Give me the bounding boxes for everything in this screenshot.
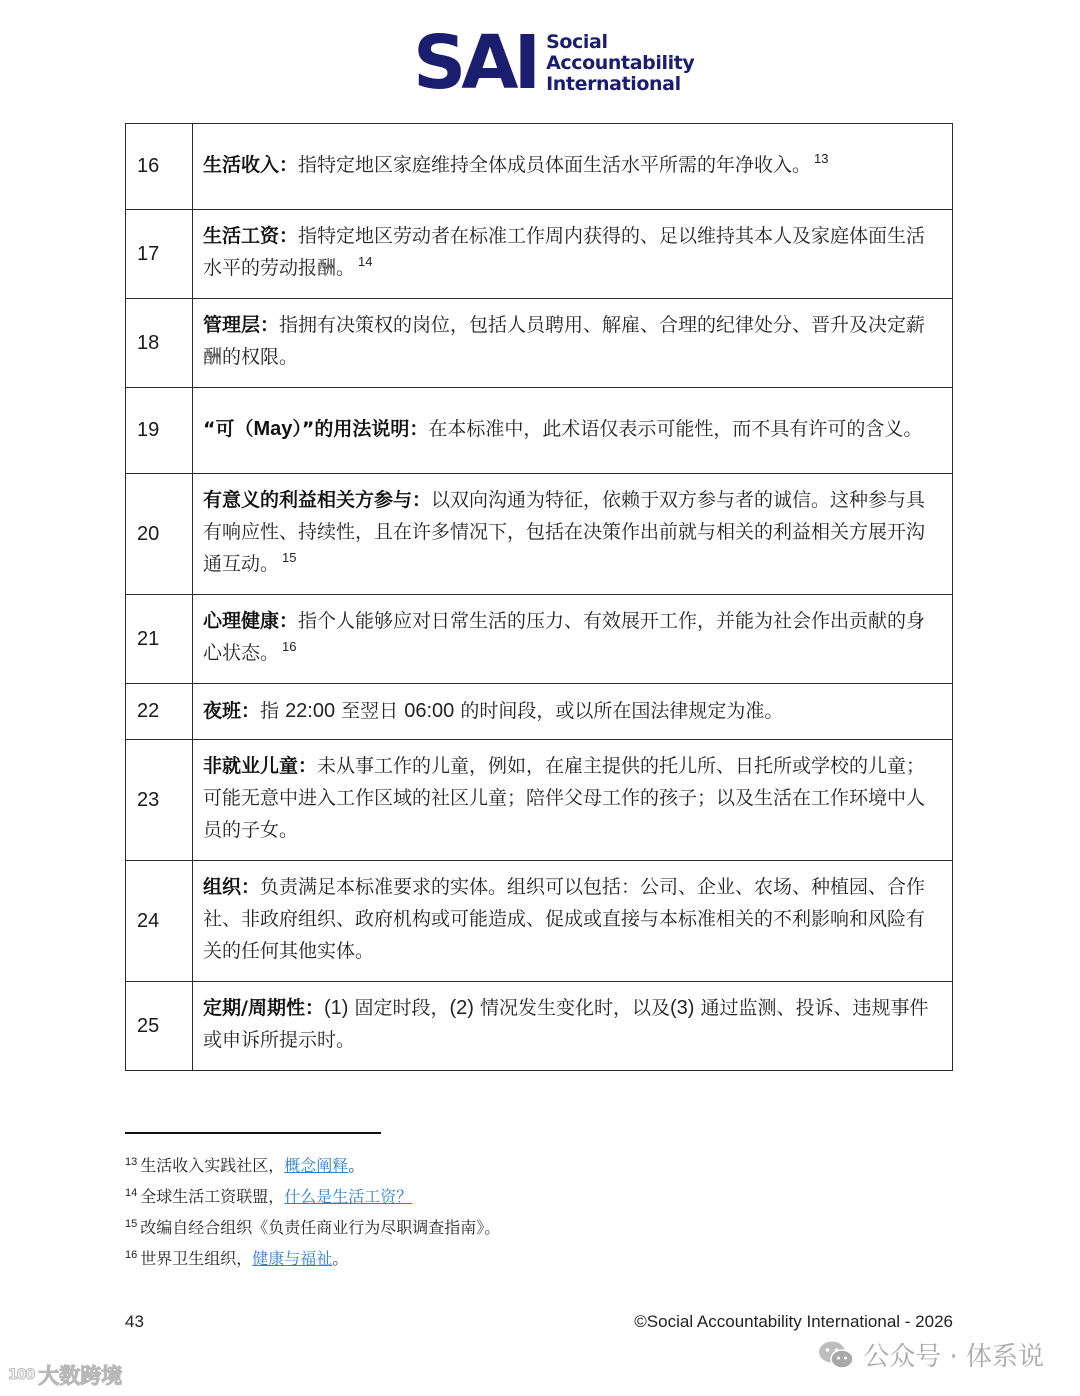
footnote-link[interactable]: 概念阐释 [284, 1156, 349, 1175]
copyright-notice: ©Social Accountability International - 2026 [634, 1312, 953, 1331]
definition-row [126, 740, 953, 861]
term-part-latin: May [253, 417, 293, 440]
definition-row [126, 861, 953, 982]
definition-cell [193, 388, 953, 474]
footnote [125, 1212, 500, 1243]
definition-row [126, 388, 953, 474]
watermark-badge: 100 [8, 1367, 35, 1383]
definition-text: 的时间段，或以所在国法律规定为准。 [454, 699, 784, 722]
logo-line-2: Accountability [546, 51, 695, 74]
period-index: (2) [449, 997, 474, 1019]
row-number: 16 [126, 124, 193, 210]
definition-text: 指拥有决策权的岗位，包括人员聘用、解雇、合理的纪律处分、晋升及决定薪酬的权限。 [203, 314, 926, 368]
footnote-text: 世界卫生组织， [140, 1249, 253, 1268]
definition-term: 组织： [203, 876, 261, 898]
definition-row [126, 299, 953, 388]
row-number: 19 [126, 388, 193, 474]
definition-cell [193, 861, 953, 982]
footnote-number: 16 [125, 1249, 138, 1261]
definition-text: 在本标准中，此术语仅表示可能性，而不具有许可的含义。 [428, 417, 923, 440]
definition-row [126, 595, 953, 684]
definition-term: 生活收入： [203, 153, 299, 176]
definition-text: 固定时段， [348, 997, 450, 1019]
definition-term: 非就业儿童： [203, 755, 318, 777]
definition-term: 管理层： [203, 314, 280, 336]
period-index: (1) [323, 997, 349, 1019]
time-value: 22:00 [285, 699, 336, 722]
logo-mark: SAI [413, 20, 537, 106]
footnote-text: 改编自经合组织《负责任商业行为尽职调查指南》。 [140, 1218, 501, 1237]
definition-text: 未从事工作的儿童，例如，在雇主提供的托儿所、日托所或学校的儿童；可能无意中进入工作区域的社区儿童；陪伴父母工作的孩子；以及生活在工作环境中人员的子女。 [203, 755, 926, 841]
definition-term [203, 418, 428, 440]
definition-cell [193, 684, 953, 740]
term-part: ）”的用法说明： [292, 417, 429, 440]
definition-row [126, 124, 953, 210]
footnote-text: 全球生活工资联盟， [140, 1187, 285, 1206]
definition-text: 通过监测、投诉、违规事件或申诉所提示时。 [203, 997, 929, 1051]
row-number: 17 [126, 210, 193, 299]
footnote [125, 1150, 500, 1181]
footnotes [125, 1150, 500, 1274]
definition-row [126, 684, 953, 740]
row-number: 20 [126, 474, 193, 595]
definition-term: 生活工资： [203, 225, 299, 247]
definition-text: 指个人能够应对日常生活的压力、有效展开工作，并能为社会作出贡献的身心状态。 [203, 610, 926, 664]
footnote-ref[interactable]: 15 [282, 550, 297, 565]
footnote-divider [125, 1132, 381, 1134]
footnote-number: 15 [125, 1218, 138, 1230]
period-index: (3) [669, 997, 695, 1019]
logo-line-1: Social [546, 30, 608, 53]
logo-line-3: International [546, 72, 681, 95]
definition-term: 定期/周期性： [203, 997, 324, 1019]
definition-cell [193, 474, 953, 595]
logo-wordmark [546, 32, 694, 95]
definition-text: 指特定地区劳动者在标准工作周内获得的、足以维持其本人及家庭体面生活水平的劳动报酬。 [203, 225, 926, 279]
footnote-ref[interactable]: 13 [814, 150, 829, 166]
definition-term: 有意义的利益相关方参与： [203, 489, 432, 511]
footnote-link[interactable]: 健康与福祉 [252, 1249, 333, 1268]
footnote-text: 生活收入实践社区， [140, 1156, 285, 1175]
definitions-table [125, 123, 953, 1071]
definition-row [126, 982, 953, 1071]
definition-cell [193, 299, 953, 388]
footnote-tail: 。 [348, 1156, 365, 1175]
footnote-ref[interactable]: 16 [282, 639, 297, 654]
definition-text: 至翌日 [335, 699, 405, 722]
definition-term: 心理健康： [203, 610, 299, 632]
definition-text: 指 [260, 699, 286, 722]
watermark-right [817, 1336, 1044, 1373]
definition-cell [193, 982, 953, 1071]
definition-text: 情况发生变化时，以及 [473, 997, 670, 1019]
definition-row [126, 210, 953, 299]
definition-cell [193, 210, 953, 299]
definition-text: 指特定地区家庭维持全体成员体面生活水平所需的年净收入。 [298, 153, 812, 176]
watermark-right-text: 公众号 · 体系说 [863, 1342, 1044, 1372]
footnote [125, 1181, 500, 1212]
definition-term: 夜班： [203, 699, 261, 722]
definition-text: 以双向沟通为特征，依赖于双方参与者的诚信。这种参与具有响应性、持续性，且在许多情况下，包括在决策作出前就与相关的利益相关方展开沟通互动。 [203, 489, 926, 575]
wechat-icon [817, 1340, 855, 1370]
definition-cell [193, 740, 953, 861]
row-number: 21 [126, 595, 193, 684]
definition-text: 负责满足本标准要求的实体。组织可以包括：公司、企业、农场、种植园、合作社、非政府组织、政府机构或可能造成、促成或直接与本标准相关的不利影响和风险有关的任何其他实体。 [203, 876, 926, 962]
footnote [125, 1243, 500, 1274]
row-number: 22 [126, 684, 193, 740]
footnote-number: 14 [125, 1187, 138, 1199]
row-number: 23 [126, 740, 193, 861]
row-number: 24 [126, 861, 193, 982]
watermark-left [8, 1360, 122, 1390]
time-value: 06:00 [404, 699, 455, 722]
watermark-left-text: 大数跨境 [38, 1364, 123, 1388]
footnote-link[interactable]: 什么是生活工资？ [284, 1187, 413, 1206]
footnote-number: 13 [125, 1156, 138, 1168]
definition-cell [193, 595, 953, 684]
term-part: “可（ [203, 417, 254, 440]
definition-cell [193, 124, 953, 210]
definition-row [126, 474, 953, 595]
footnote-tail: 。 [332, 1249, 349, 1268]
footnote-ref[interactable]: 14 [358, 254, 373, 269]
sai-logo [413, 20, 695, 106]
page-number: 43 [125, 1312, 144, 1331]
row-number: 18 [126, 299, 193, 388]
row-number: 25 [126, 982, 193, 1071]
